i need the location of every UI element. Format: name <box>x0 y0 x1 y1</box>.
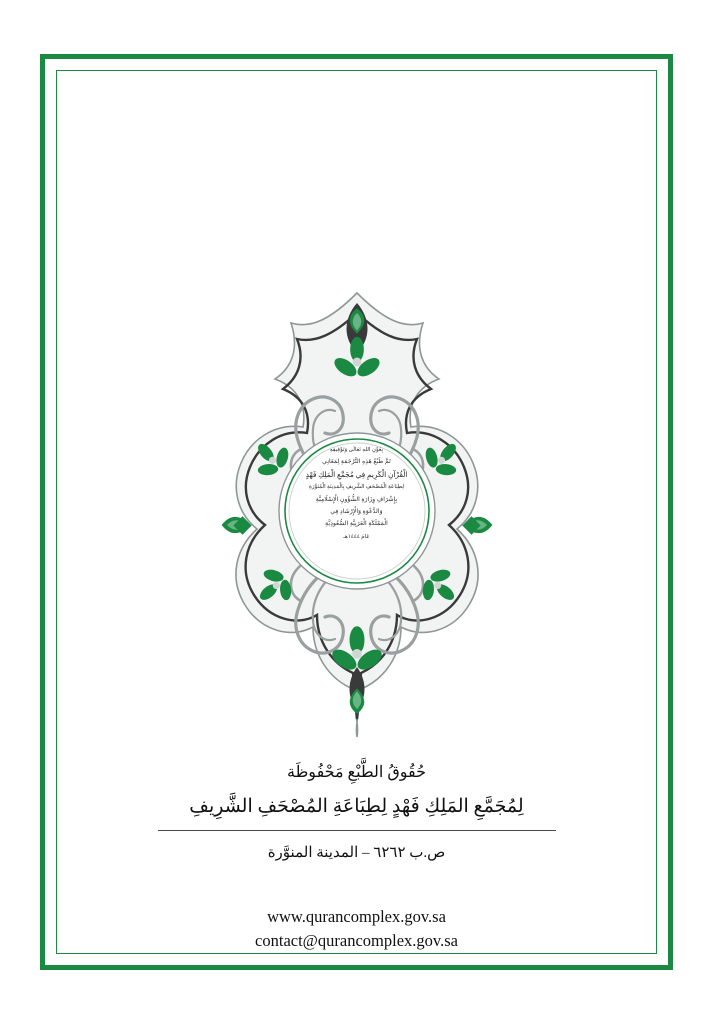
inscription-line-3: الْقُرْآنِ الْكَرِيمِ فِي مُجَمَّعِ الْمَلِكِ فَهْدٍ <box>305 469 408 479</box>
email-address[interactable]: contact@qurancomplex.gov.sa <box>255 931 458 950</box>
inscription-line-8: عَامَ ١٤٤٤هـ <box>343 533 370 540</box>
publisher-name: لِمُجَمَّعِ المَلِكِ فَهْدٍ لِطِبَاعَةِ المُصْحَفِ الشَّرِيفِ <box>189 796 524 817</box>
inscription-line-4: لِطِبَاعَةِ الْمُصْحَفِ الشَّرِيفِ بِالْمَدِينَةِ الْمُنَوَّرَةِ <box>308 484 405 491</box>
ornamental-medallion <box>207 290 507 740</box>
inscription-line-5: بِإِشْرَافِ وِزَارَةِ الشُّؤُونِ الْإِسْلَامِيَّةِ <box>315 495 398 503</box>
inscription-line-2: تَمَّ طَبْعُ هَذِهِ التَّرْجَمَةِ لِمَعَانِي <box>322 458 391 466</box>
inscription-line-7: الْمَمْلَكَةِ الْعَرَبِيَّةِ السُّعُودِيَّةِ <box>325 520 388 528</box>
po-box-address: ص.ب ٦٢٦٢ – المدينة المنوَّرة <box>267 845 446 861</box>
colophon-block <box>56 760 657 866</box>
inscription-line-1: بِعَوْنِ اللهِ تَعَالَى وَتَوْفِيقِهِ <box>329 447 384 453</box>
divider-rule <box>158 830 556 831</box>
page-content <box>56 70 657 954</box>
medallion-inscription <box>277 444 437 543</box>
inscription-line-6: وَالدَّعْوَةِ وَالْإِرْشَادِ فِي <box>330 508 383 516</box>
website-url[interactable]: www.qurancomplex.gov.sa <box>267 907 446 926</box>
copyright-notice: حُقُوقُ الطَّبْعِ مَحْفُوظَة <box>286 764 427 781</box>
contact-block <box>56 905 657 953</box>
